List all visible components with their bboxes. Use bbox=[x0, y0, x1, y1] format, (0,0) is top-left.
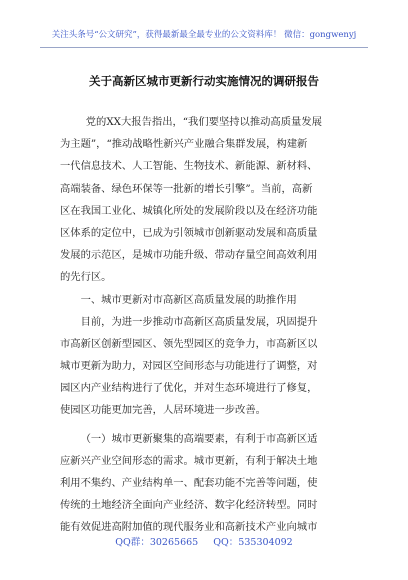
paragraph-line: 城市更新为助力，对园区空间形态与功能进行了调整，对 bbox=[60, 360, 318, 373]
qq-number: QQ：535304092 bbox=[213, 537, 293, 548]
paragraph-line: 为主题”，“推动战略性新兴产业融合集群发展，构建新 bbox=[60, 138, 308, 151]
section-heading: 一、城市更新对市高新区高质量发展的助推作用 bbox=[80, 293, 297, 306]
header-divider bbox=[40, 47, 368, 48]
paragraph-line: 目前，为进一步推动市高新区高质量发展，巩固提升 bbox=[80, 315, 318, 328]
qq-group-number: QQ群：30265665 bbox=[115, 537, 199, 548]
paragraph-line: 区体系的定位中，已成为引领城市创新驱动发展和高质量 bbox=[60, 226, 318, 239]
paragraph-line: 园区内产业结构进行了优化，并对生态环境进行了修复， bbox=[60, 382, 318, 395]
document-title: 关于高新区城市更新行动实施情况的调研报告 bbox=[89, 74, 319, 88]
header-note: 关注头条号“公文研究”，获得最新最全最专业的公文资料库！ 微信：gongwenyj bbox=[51, 30, 357, 40]
paragraph-line: 传统的土地经济全面向产业经济、数字化经济转型。同时 bbox=[60, 499, 318, 512]
paragraph-line: 高端装备、绿色环保等一批新的增长引擎”。当前，高新 bbox=[60, 182, 313, 195]
paragraph-line: 发展的示范区，是城市功能升级、带动存量空间高效利用 bbox=[60, 249, 318, 262]
paragraph-line: 应新兴产业空间形态的需求。城市更新，有利于解决土地 bbox=[60, 454, 318, 467]
paragraph-line: （一）城市更新聚集的高端要素，有利于市高新区适 bbox=[80, 432, 318, 445]
paragraph-line: 使园区功能更加完善，人居环境进一步改善。 bbox=[60, 404, 266, 417]
paragraph-line: 党的XX大报告指出，“我们要坚持以推动高质量发展 bbox=[85, 116, 322, 128]
paragraph-line: 一代信息技术、人工智能、生物技术、新能源、新材料、 bbox=[60, 160, 318, 173]
footer-contact bbox=[0, 534, 408, 548]
paragraph-line: 区在我国工业化、城镇化所处的发展阶段以及在经济功能 bbox=[60, 204, 318, 217]
paragraph-line: 的先行区。 bbox=[60, 271, 112, 284]
document-body bbox=[60, 111, 360, 539]
paragraph-line: 利用不集约、产业结构单一、配套功能不完善等问题，使 bbox=[60, 477, 318, 489]
paragraph-line: 市高新区创新型园区、领先型园区的竞争力，市高新区以 bbox=[60, 337, 318, 350]
paragraph-line: 能有效促进高附加值的现代服务业和高新技术产业向城市 bbox=[60, 521, 318, 534]
